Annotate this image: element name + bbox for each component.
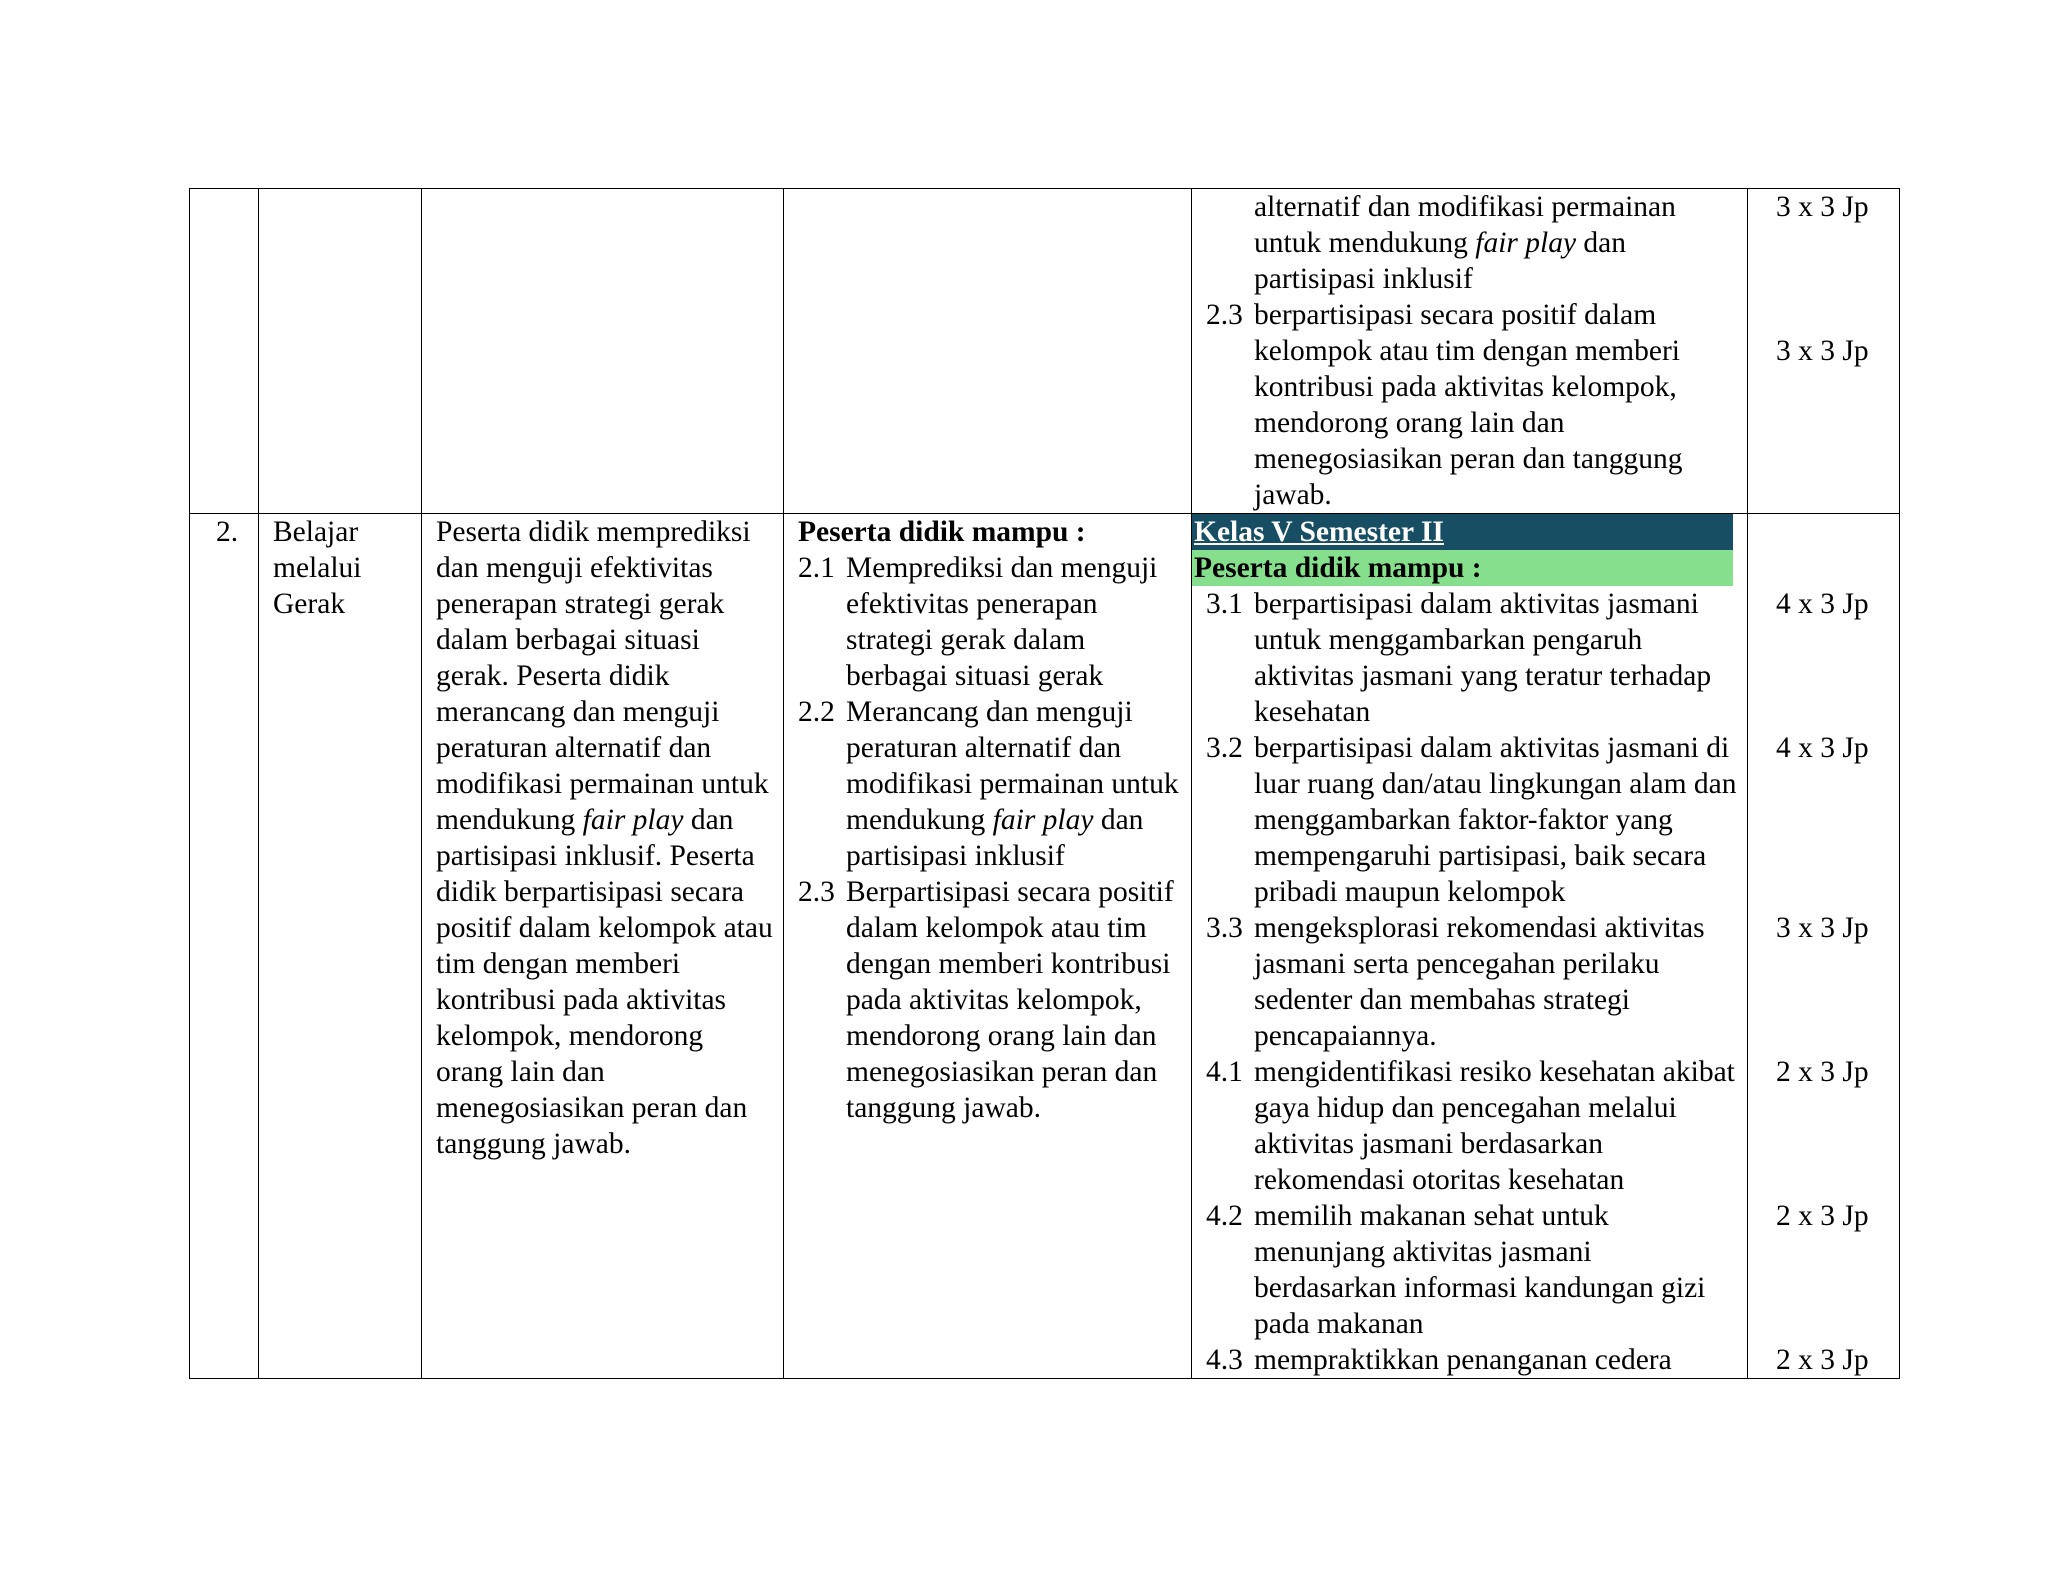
tujuan-cell	[784, 514, 1192, 1379]
atp-item-number: 2.3	[1206, 299, 1243, 331]
atp-item-text: berpartisipasi secara positif dalam kelompok atau tim dengan memberi kontribusi pada aktivitas kelompok, mendorong orang lain dan menegosiasikan peran dan tanggung jawab.	[1254, 299, 1683, 511]
tujuan-cell	[784, 189, 1192, 514]
tujuan-item-number: 2.2	[798, 696, 835, 728]
atp-item	[1206, 1198, 1739, 1342]
atp-item	[1206, 586, 1739, 730]
capaian-cell	[422, 189, 784, 514]
atp-item	[1206, 297, 1739, 513]
tujuan-item-text: Berpartisipasi secara positif dalam kelompok atau tim dengan memberi kontribusi pada aktivitas kelompok, mendorong orang lain dan menegosiasikan peran dan tanggung jawab.	[846, 876, 1174, 1124]
table-row	[190, 514, 1900, 1379]
atp-item-number: 4.2	[1206, 1200, 1243, 1232]
tujuan-item	[798, 550, 1183, 694]
atp-item-number: 4.3	[1206, 1344, 1243, 1376]
tujuan-item-text: Merancang dan menguji peraturan alternatif dan modifikasi permainan untuk mendukung fair play dan partisipasi inklusif	[846, 696, 1179, 872]
atp-item-text: mengeksplorasi rekomendasi aktivitas jasmani serta pencegahan perilaku sedenter dan membahas strategi pencapaiannya.	[1254, 912, 1705, 1052]
tujuan-item	[798, 874, 1183, 1126]
elemen-cell: Belajar melalui Gerak	[259, 514, 422, 1379]
atp-cell	[1192, 514, 1748, 1379]
atp-item-text: mengidentifikasi resiko kesehatan akibat gaya hidup dan pencegahan melalui aktivitas jasmani berdasarkan rekomendasi otoritas kesehatan	[1254, 1056, 1735, 1196]
jp-value: 2 x 3 Jp	[1776, 1344, 1869, 1376]
tujuan-item-number: 2.3	[798, 876, 835, 908]
atp-item-text: berpartisipasi dalam aktivitas jasmani untuk menggambarkan pengaruh aktivitas jasmani yang teratur terhadap kesehatan	[1254, 588, 1712, 728]
jp-value: 4 x 3 Jp	[1776, 732, 1869, 764]
jp-value: 2 x 3 Jp	[1776, 1056, 1869, 1088]
capaian-cell: Peserta didik memprediksi dan menguji efektivitas penerapan strategi gerak dalam berbagai situasi gerak. Peserta didik merancang dan menguji peraturan alternatif dan modifikasi permainan untuk mendukung fair play dan partisipasi inklusif. Peserta didik berpartisipasi secara positif dalam kelompok atau tim dengan memberi kontribusi pada aktivitas kelompok, mendorong orang lain dan menegosiasikan peran dan tanggung jawab.	[422, 514, 784, 1379]
jp-value: 4 x 3 Jp	[1776, 588, 1869, 620]
atp-item	[1206, 1054, 1739, 1198]
atp-cell	[1192, 189, 1748, 514]
jp-cell	[1748, 189, 1900, 514]
atp-item-number: 3.2	[1206, 732, 1243, 764]
number-cell	[190, 189, 259, 514]
learning-objectives-table	[189, 188, 1900, 1379]
tujuan-item-number: 2.1	[798, 552, 835, 584]
atp-item-text: mempraktikkan penanganan cedera	[1254, 1344, 1672, 1376]
tujuan-item	[798, 694, 1183, 874]
kelas-heading: Kelas V Semester II	[1192, 514, 1733, 550]
atp-item-text: berpartisipasi dalam aktivitas jasmani di luar ruang dan/atau lingkungan alam dan menggambarkan faktor-faktor yang mempengaruhi partisipasi, baik secara pribadi maupun kelompok	[1254, 732, 1737, 908]
jp-value: 3 x 3 Jp	[1776, 191, 1869, 223]
atp-item	[1206, 1342, 1739, 1378]
atp-header: Peserta didik mampu :	[1192, 550, 1733, 586]
number-cell: 2.	[190, 514, 259, 1379]
atp-continuation: alternatif dan modifikasi permainan untuk mendukung fair play dan partisipasi inklusif	[1254, 191, 1676, 295]
atp-item	[1206, 910, 1739, 1054]
atp-item	[1206, 730, 1739, 910]
tujuan-item-text: Memprediksi dan menguji efektivitas penerapan strategi gerak dalam berbagai situasi gerak	[846, 552, 1158, 692]
atp-item-number: 4.1	[1206, 1056, 1243, 1088]
tujuan-header: Peserta didik mampu :	[798, 516, 1086, 548]
jp-value: 2 x 3 Jp	[1776, 1200, 1869, 1232]
atp-item-text: memilih makanan sehat untuk menunjang aktivitas jasmani berdasarkan informasi kandungan gizi pada makanan	[1254, 1200, 1706, 1340]
jp-cell	[1748, 514, 1900, 1379]
jp-value: 3 x 3 Jp	[1776, 335, 1869, 367]
jp-value: 3 x 3 Jp	[1776, 912, 1869, 944]
elemen-cell	[259, 189, 422, 514]
atp-item-number: 3.3	[1206, 912, 1243, 944]
table-row	[190, 189, 1900, 514]
atp-item-number: 3.1	[1206, 588, 1243, 620]
